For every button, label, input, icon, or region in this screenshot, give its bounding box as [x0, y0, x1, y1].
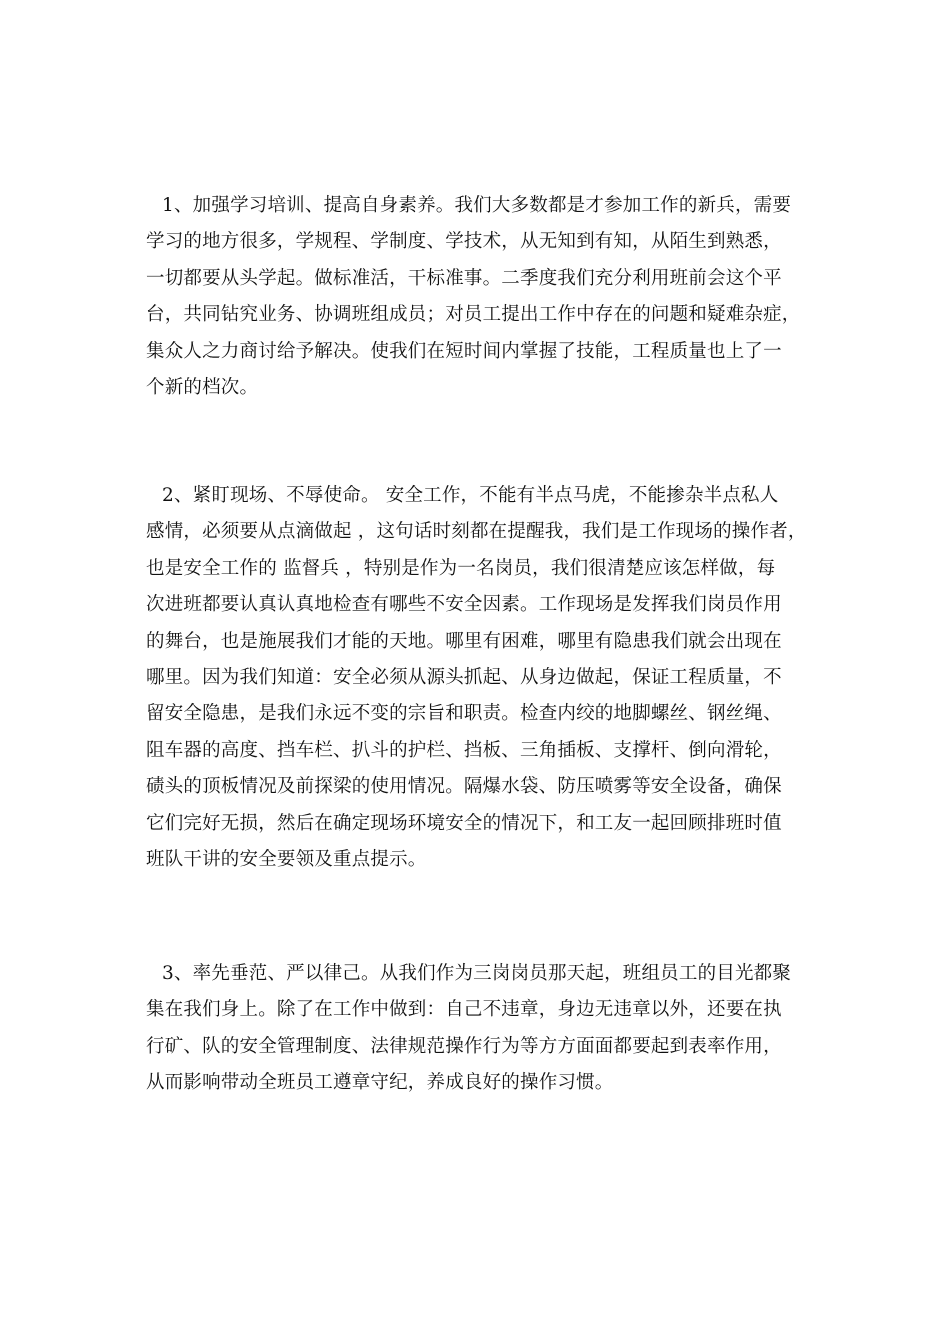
text-line: 1、加强学习培训、提高自身素养。我们大多数都是才参加工作的新兵，需要 — [162, 195, 792, 216]
text-line: 的舞台，也是施展我们才能的天地。哪里有困难，哪里有隐患我们就会出现在 — [146, 630, 782, 652]
text-line: 从而影响带动全班员工遵章守纪，养成良好的操作习惯。 — [146, 1072, 614, 1094]
text-line: 阻车器的高度、挡车栏、扒斗的护栏、挡板、三角插板、支撑杆、倒向滑轮， — [146, 739, 782, 761]
text-line: 哪里。因为我们知道：安全必须从源头抓起、从身边做起，保证工程质量，不 — [146, 666, 782, 688]
text-line: 班队干讲的安全要领及重点提示。 — [146, 848, 427, 870]
text-line: 集众人之力商讨给予解决。使我们在短时间内掌握了技能，工程质量也上了一 — [146, 340, 782, 362]
paragraph-1 — [146, 188, 826, 406]
text-line: 也是安全工作的 监督兵 ，特别是作为一名岗员，我们很清楚应该怎样做，每 — [146, 557, 776, 579]
text-line: 次进班都要认真认真地检查有哪些不安全因素。工作现场是发挥我们岗员作用 — [146, 594, 782, 616]
text-line: 它们完好无损，然后在确定现场环境安全的情况下，和工友一起回顾排班时值 — [146, 812, 782, 834]
text-line: 碛头的顶板情况及前探梁的使用情况。隔爆水袋、防压喷雾等安全设备，确保 — [146, 776, 782, 798]
text-line: 感情，必须要从点滴做起 ，这句话时刻都在提醒我，我们是工作现场的操作者， — [146, 521, 807, 543]
text-line: 2、紧盯现场、不辱使命。 安全工作，不能有半点马虎，不能掺杂半点私人 — [162, 485, 779, 506]
paragraph-3 — [146, 956, 826, 1102]
text-line: 个新的档次。 — [146, 376, 259, 398]
text-line: 留安全隐患，是我们永远不变的宗旨和职责。检查内绞的地脚螺丝、钢丝绳、 — [146, 703, 782, 725]
text-line: 集在我们身上。除了在工作中做到：自己不违章，身边无违章以外，还要在执 — [146, 999, 782, 1021]
text-line: 学习的地方很多，学规程、学制度、学技术，从无知到有知，从陌生到熟悉， — [146, 231, 782, 253]
text-line: 台，共同钻究业务、协调班组成员；对员工提出工作中存在的问题和疑难杂症， — [146, 304, 801, 326]
text-line: 3、率先垂范、严以律己。从我们作为三岗岗员那天起，班组员工的目光都聚 — [162, 963, 792, 984]
text-line: 一切都要从头学起。做标准活，干标准事。二季度我们充分利用班前会这个平 — [146, 267, 782, 289]
text-line: 行矿、队的安全管理制度、法律规范操作行为等方方面面都要起到表率作用， — [146, 1035, 782, 1057]
paragraph-2 — [146, 478, 826, 878]
